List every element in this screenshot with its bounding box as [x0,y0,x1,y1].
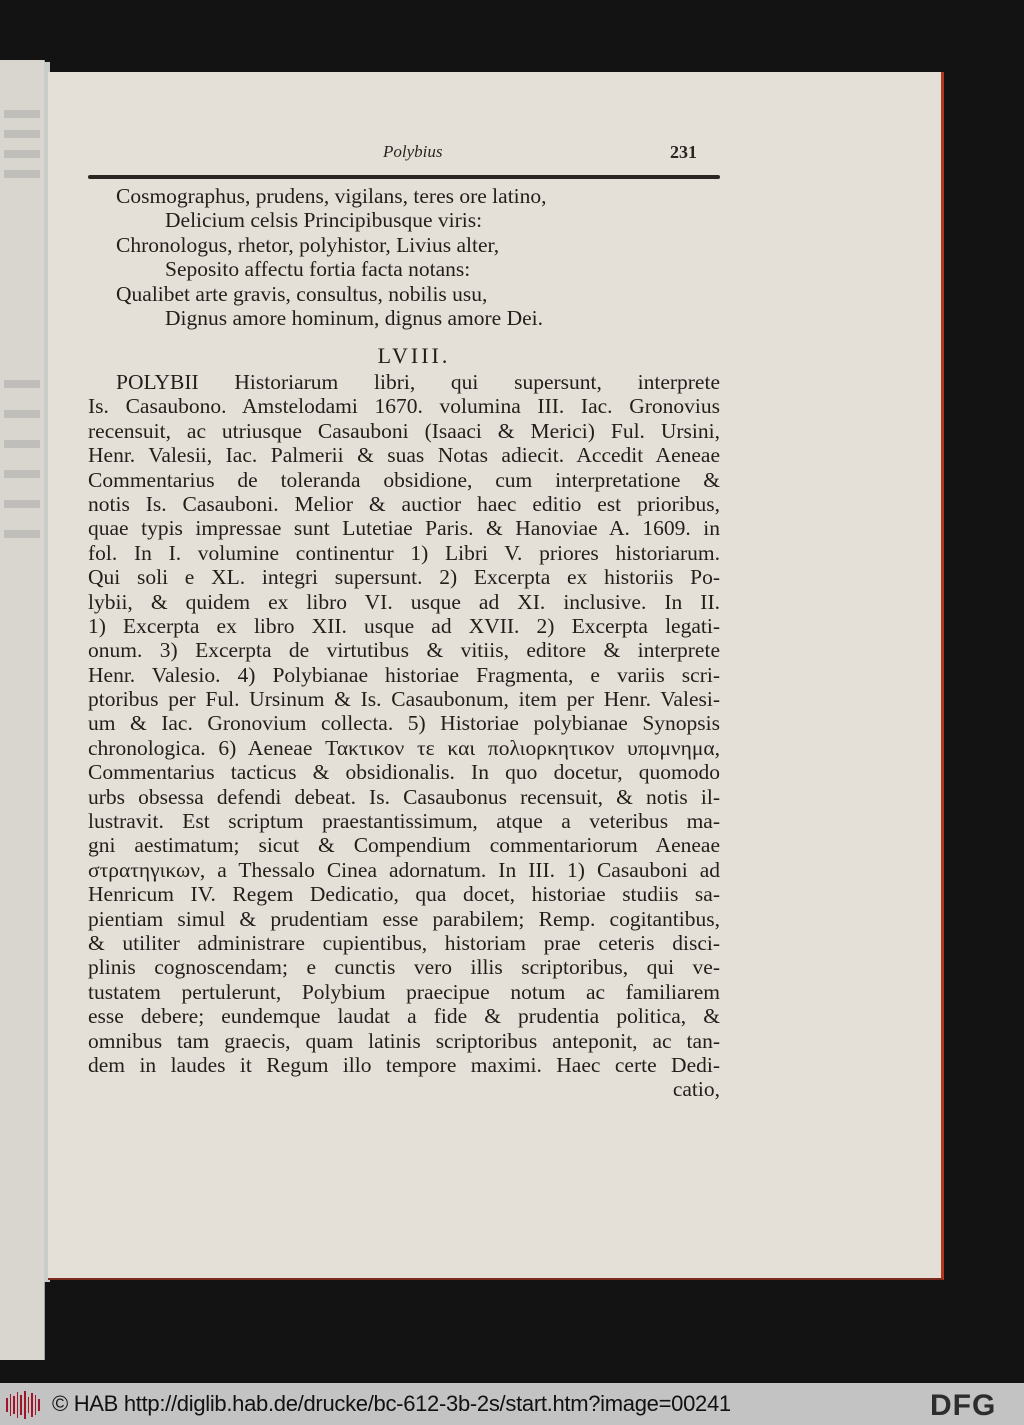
catchword-line: catio, [672,1077,720,1102]
body-line: urbs obsessa defendi debeat. Is. Casaubonus recensuit, & notis il- [88,784,720,809]
body-line: fol. In I. volumine continentur 1) Libri V. priores historiarum. [88,540,720,565]
body-line: chronologica. 6) Aeneae Τακτικον τε και πολιορκητικον υπομνημα, [88,735,720,760]
body-line: um & Iac. Gronovium collecta. 5) Historiae polybianae Synopsis [88,711,720,736]
copyright-url[interactable]: © HAB http://diglib.hab.de/drucke/bc-612-3b-2s/start.htm?image=00241 [52,1391,731,1416]
body-line: στρατηγικων, a Thessalo Cinea adornatum. In III. 1) Casauboni ad [88,857,720,882]
body-line: POLYBII Historiarum libri, qui supersunt, interprete [116,370,720,394]
body-line: Henr. Valesio. 4) Polybianae historiae Fragmenta, e variis scri- [88,662,720,687]
section-body [88,370,720,1102]
body-line: Is. Casaubono. Amstelodami 1670. volumina III. Iac. Gronovius [88,394,720,419]
hab-barcode-logo-icon [6,1391,40,1419]
bleed-through-text [4,440,40,448]
body-line: 1) Excerpta ex libro XII. usque ad XVII. 2) Excerpta legati- [88,613,720,638]
body-line: ptoribus per Ful. Ursinum & Is. Casaubonum, item per Henr. Valesi- [88,687,720,712]
verse-block [88,184,720,330]
body-line: plinis cognoscendam; e cunctis vero illis scriptoribus, qui ve- [88,955,720,980]
bleed-through-text [4,410,40,418]
running-head [88,142,738,168]
bleed-through-text [4,110,40,118]
body-line: & utiliter administrare cupientibus, historiam prae ceteris disci- [88,930,720,955]
body-line: omnibus tam graecis, quam latinis scriptoribus anteponit, ac tan- [88,1028,720,1053]
bleed-through-text [4,530,40,538]
running-title: Polybius [383,142,443,161]
bleed-through-text [4,380,40,388]
footer-bar [0,1383,1024,1425]
verse-line: Delicium celsis Principibusque viris: [165,208,483,233]
page-number: 231 [670,142,697,162]
bleed-through-text [4,500,40,508]
verse-line: Seposito affectu fortia facta notans: [165,257,471,282]
body-line: Qui soli e XL. integri supersunt. 2) Excerpta ex historiis Po- [88,565,720,590]
body-line: pientiam simul & prudentiam esse parabilem; Remp. cogitantibus, [88,906,720,931]
bleed-through-text [4,130,40,138]
body-line: tustatem pertulerunt, Polybium praecipue notum ac familiarem [88,979,720,1004]
verse-line: Chronologus, rhetor, polyhistor, Livius alter, [116,232,500,257]
verse-line: Cosmographus, prudens, vigilans, teres ore latino, [116,184,547,208]
body-line: Henr. Valesii, Iac. Palmerii & suas Notas adiecit. Accedit Aeneae [88,443,720,468]
body-line: Commentarius tacticus & obsidionalis. In quo docetur, quomodo [88,760,720,785]
body-line: notis Is. Casauboni. Melior & auctior haec editio est prioribus, [88,491,720,516]
adjacent-left-page [0,60,45,1360]
verse-line: Dignus amore hominum, dignus amore Dei. [165,306,543,331]
bleed-through-text [4,170,40,178]
dfg-logo-icon: DFG [930,1389,997,1422]
bleed-through-text [4,470,40,478]
verse-line: Qualibet arte gravis, consultus, nobilis usu, [116,281,488,306]
bleed-through-text [4,150,40,158]
body-line: Commentarius de toleranda obsidione, cum interpretatione & [88,467,720,492]
body-line: gni aestimatum; sicut & Compendium commentariorum Aeneae [88,833,720,858]
body-line: lustravit. Est scriptum praestantissimum, atque a veteribus ma- [88,809,720,834]
body-line: recensuit, ac utriusque Casauboni (Isaaci & Merici) Ful. Ursini, [88,418,720,443]
header-rule [88,175,720,179]
body-line: quae typis impressae sunt Lutetiae Paris. & Hanoviae A. 1609. in [88,516,720,541]
body-line: onum. 3) Excerpta de virtutibus & vitiis, editore & interprete [88,638,720,663]
body-line: lybii, & quidem ex libro VI. usque ad XI. inclusive. In II. [88,589,720,614]
body-line: esse debere; eundemque laudat a fide & prudentia politica, & [88,1004,720,1029]
body-line: dem in laudes it Regum illo tempore maximi. Haec certe Dedi- [88,1052,720,1077]
body-line: Henricum IV. Regem Dedicatio, qua docet, historiae studiis sa- [88,882,720,907]
section-number: LVIII. [377,343,451,368]
